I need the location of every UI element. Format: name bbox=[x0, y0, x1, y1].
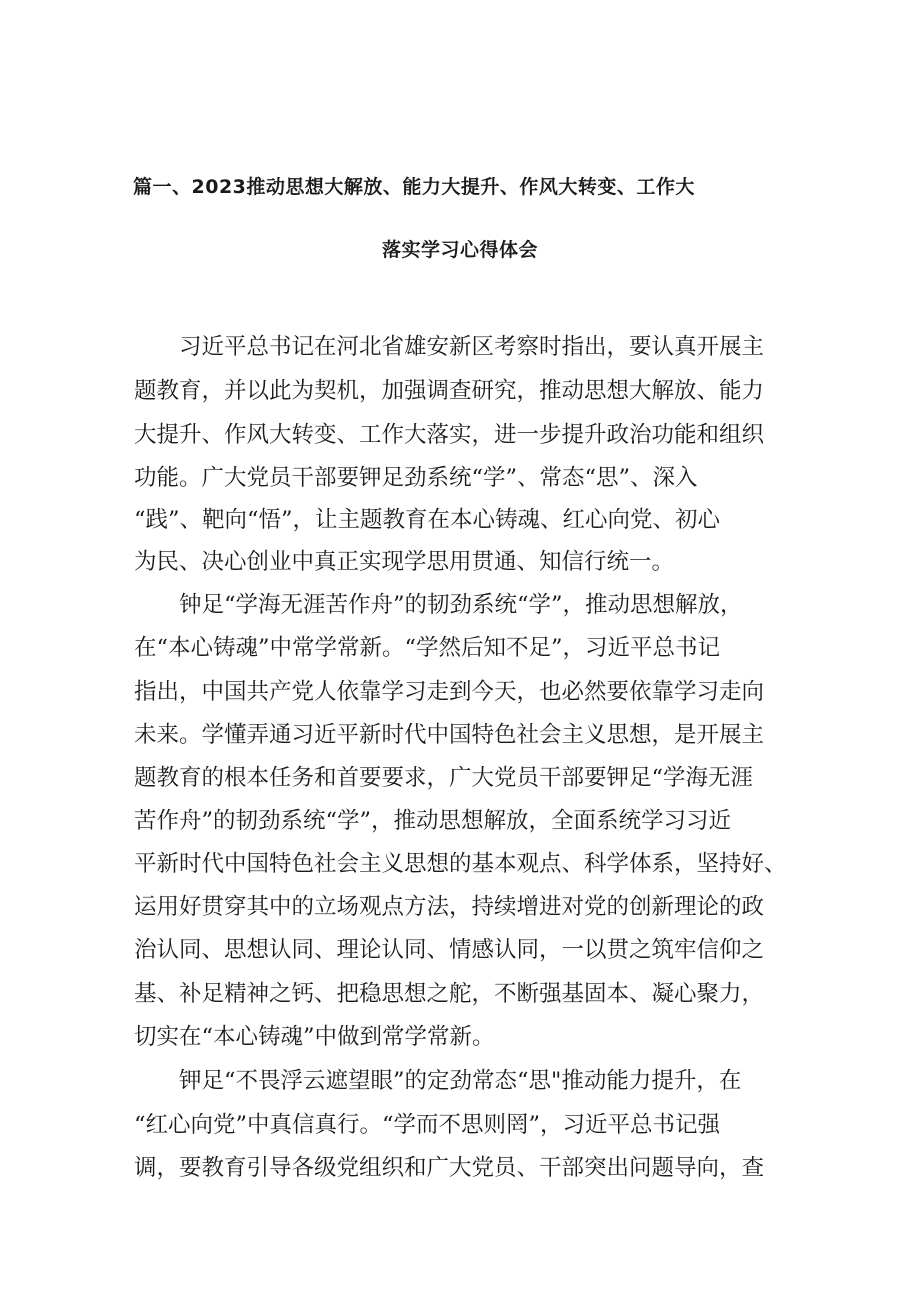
paragraph-line: 运用好贯穿其中的立场观点方法，持续增进对党的创新理论的政 bbox=[134, 894, 765, 920]
paragraph-line: “践”、靶向“悟”，让主题教育在本心铸魂、红心向党、初心 bbox=[134, 507, 721, 533]
paragraph-line: 钟足“学海无涯苦作舟”的韧劲系统“学”，推动思想解放， bbox=[179, 592, 743, 618]
paragraph-line: 题教育的根本任务和首要要求，广大党员干部要钾足“学海无涯 bbox=[134, 765, 754, 791]
paragraph-line: “红心向党”中真信真行。“学而不思则罔”，习近平总书记强 bbox=[134, 1112, 721, 1138]
paragraph-line: 调，要教育引导各级党组织和广大党员、干部突出问题导向，查 bbox=[134, 1155, 765, 1181]
paragraph-line: 治认同、思想认同、理论认同、情感认同，一以贯之筑牢信仰之 bbox=[134, 937, 765, 963]
paragraph-line: 未来。学懂弄通习近平新时代中国特色社会主义思想，是开展主 bbox=[134, 722, 765, 748]
paragraph-line: 基、补足精神之钙、把稳思想之舵，不断强基固本、凝心聚力， bbox=[134, 981, 765, 1007]
paragraph-line: 钾足“不畏浮云遮望眼”的定劲常态“思"推动能力提升，在 bbox=[179, 1068, 742, 1094]
paragraph-line: 大提升、作风大转变、工作大落实，进一步提升政治功能和组织 bbox=[134, 422, 765, 448]
paragraph-line: 苦作舟”的韧劲系统“学”，推动思想解放，全面系统学习习近 bbox=[134, 808, 732, 834]
document-title-line-2: 落实学习心得体会 bbox=[381, 239, 538, 261]
paragraph-line: 习近平总书记在河北省雄安新区考察时指出，要认真开展主 bbox=[179, 334, 765, 360]
paragraph-line: 为民、决心创业中真正实现学思用贯通、知信行统一。 bbox=[134, 549, 675, 575]
paragraph-line: 切实在“本心铸魂”中做到常学常新。 bbox=[134, 1024, 495, 1050]
paragraph-line: 题教育，并以此为契机，加强调查研究，推动思想大解放、能力 bbox=[134, 378, 765, 404]
paragraph-line: 平新时代中国特色社会主义思想的基本观点、科学体系，坚持好、 bbox=[134, 851, 787, 877]
document-title-line-1: 篇一、2023推动思想大解放、能力大提升、作风大转变、工作大 bbox=[133, 176, 695, 198]
paragraph-line: 功能。广大党员干部要钾足劲系统“学”、常态“思”、深入 bbox=[134, 465, 698, 491]
paragraph-line: 指出，中国共产党人依靠学习走到今天，也必然要依靠学习走向 bbox=[134, 679, 765, 705]
paragraph-line: 在“本心铸魂”中常学常新。“学然后知不足”，习近平总书记 bbox=[134, 635, 721, 661]
